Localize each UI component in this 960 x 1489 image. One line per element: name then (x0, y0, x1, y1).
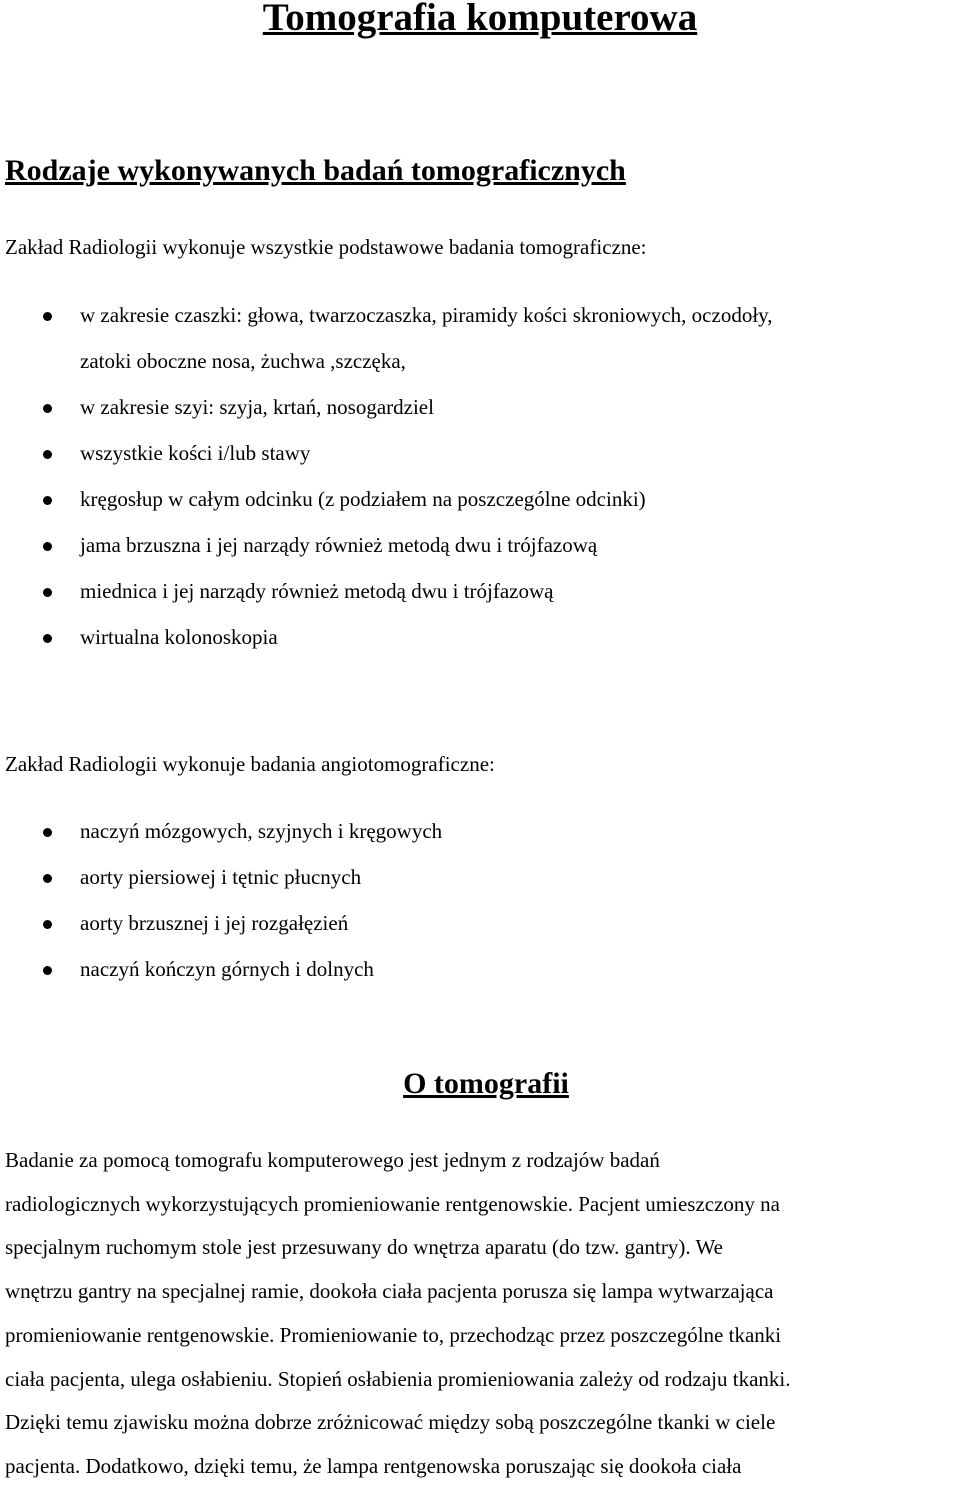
list-item-text: zatoki oboczne nosa, żuchwa ,szczęka, (80, 349, 406, 373)
list-item-text: aorty piersiowej i tętnic płucnych (80, 865, 362, 889)
bullet-icon (43, 496, 52, 505)
paragraph-line: promieniowanie rentgenowskie. Promieniowanie to, przechodząc przez poszczególne tkanki (5, 1322, 782, 1347)
intro-basic-exams: Zakład Radiologii wykonuje wszystkie podstawowe badania tomograficzne: (5, 235, 647, 259)
list-item (0, 430, 955, 476)
list-item-text: w zakresie szyi: szyja, krtań, nosogardziel (80, 395, 434, 419)
paragraph-line: pacjenta. Dodatkowo, dzięki temu, że lampa rentgenowska poruszając się dookoła ciała (5, 1453, 742, 1478)
bullet-icon (43, 404, 52, 413)
list-item (0, 854, 955, 900)
list-item-text: wszystkie kości i/lub stawy (80, 441, 311, 465)
paragraph-line: Dzięki temu zjawisku można dobrze zróżnicować między sobą poszczególne tkanki w ciele (5, 1410, 776, 1435)
list-item (0, 476, 955, 522)
bullet-icon (43, 312, 52, 321)
page-title: Tomografia komputerowa (262, 0, 698, 39)
paragraph-line: specjalnym ruchomym stole jest przesuwany do wnętrza aparatu (do tzw. gantry). We (5, 1235, 723, 1260)
bullet-icon (43, 450, 52, 459)
bullet-icon (43, 920, 52, 929)
list-item (0, 522, 955, 568)
list-item-text: aorty brzusznej i jej rozgałęzień (80, 911, 349, 935)
paragraph-line: ciała pacjenta, ulega osłabieniu. Stopień osłabienia promieniowania zależy od rodzaju tkanki. (5, 1366, 791, 1391)
bullet-icon (43, 542, 52, 551)
bullet-icon (43, 588, 52, 597)
basic-exams-list (0, 292, 955, 660)
bullet-icon (43, 874, 52, 883)
bullet-icon (43, 634, 52, 643)
list-item (0, 384, 955, 430)
section-heading-exam-types: Rodzaje wykonywanych badań tomograficznych (5, 154, 626, 187)
list-item (0, 568, 955, 614)
paragraph-line: wnętrzu gantry na specjalnej ramie, dookoła ciała pacjenta porusza się lampa wytwarzająca (5, 1279, 774, 1304)
angio-exams-list (0, 808, 955, 992)
list-item-text: w zakresie czaszki: głowa, twarzoczaszka, piramidy kości skroniowych, oczodoły, (80, 303, 773, 327)
list-item-text: kręgosłup w całym odcinku (z podziałem na poszczególne odcinki) (80, 487, 646, 511)
paragraph-line: radiologicznych wykorzystujących promieniowanie rentgenowskie. Pacjent umieszczony na (5, 1191, 780, 1216)
list-item-text: wirtualna kolonoskopia (80, 625, 278, 649)
bullet-icon (43, 828, 52, 837)
list-item (0, 900, 955, 946)
about-paragraph (5, 1139, 957, 1489)
list-item-continuation (0, 338, 955, 384)
paragraph-line: Badanie za pomocą tomografu komputerowego jest jednym z rodzajów badań (5, 1148, 660, 1172)
list-item (0, 292, 955, 338)
bullet-icon (43, 966, 52, 975)
intro-angio-exams: Zakład Radiologii wykonuje badania angiotomograficzne: (5, 752, 495, 776)
list-item-text: jama brzuszna i jej narządy również metodą dwu i trójfazową (80, 533, 598, 557)
list-item-text: miednica i jej narządy również metodą dwu i trójfazową (80, 579, 554, 603)
list-item-text: naczyń kończyn górnych i dolnych (80, 957, 374, 981)
list-item (0, 946, 955, 992)
list-item (0, 614, 955, 660)
list-item-text: naczyń mózgowych, szyjnych i kręgowych (80, 819, 443, 843)
section-heading-about: O tomografii (403, 1067, 569, 1100)
list-item (0, 808, 955, 854)
